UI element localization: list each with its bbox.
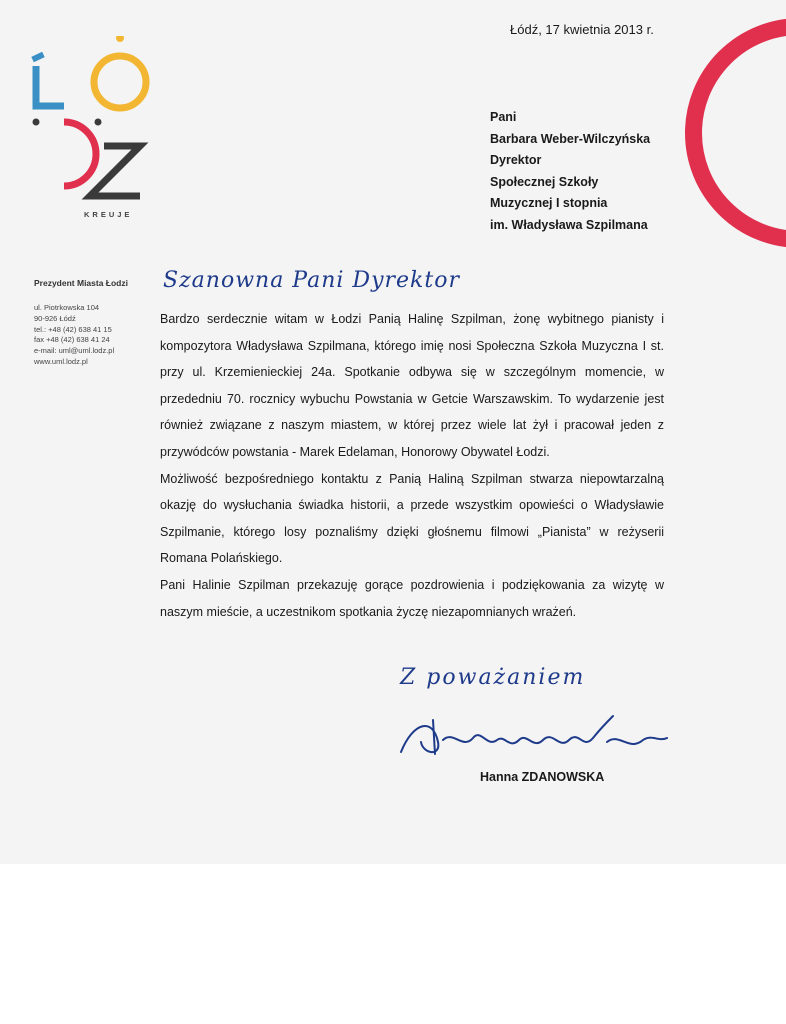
address-line: tel.: +48 (42) 638 41 15 <box>34 324 112 334</box>
body-paragraph: Bardzo serdecznie witam w Łodzi Panią Halinę Szpilman, żonę wybitnego pianisty i kompozytora Władysława Szpilmana, którego imię nosi Społeczna Szkoła Muzyczna I st. przy ul. Krzemienieckiej 24a. Spotkanie odbywa się w szczególnym momencie, w przededniu 70. rocznicy wybuchu Powstania w Getcie Warszawskim. To wydarzenie jest również związane z naszym miastem, w której przez wiele lat żył i pracował jeden z przywódców powstania - Marek Edelaman, Honorowy Obywatel Łodzi. <box>160 312 664 459</box>
recipient-line: im. Władysława Szpilmana <box>490 217 648 232</box>
logo-o-accent <box>116 36 124 42</box>
logo-l-stroke <box>31 52 44 63</box>
handwritten-signature <box>393 712 673 762</box>
signature-scribble <box>393 712 673 762</box>
sender-title: Prezydent Miasta Łodzi <box>34 278 128 288</box>
letter-body <box>160 306 664 625</box>
logo-tagline: KREUJE <box>84 210 133 219</box>
city-logo <box>28 36 158 226</box>
address-line: fax +48 (42) 638 41 24 <box>34 335 110 345</box>
signer-name: Hanna ZDANOWSKA <box>480 770 605 784</box>
handwritten-closing: Z poważaniem <box>400 665 586 690</box>
handwritten-salutation: Szanowna Pani Dyrektor <box>163 268 460 293</box>
recipient-line: Muzycznej I stopnia <box>490 196 608 210</box>
address-line: www.uml.lodz.pl <box>34 356 88 366</box>
lodz-logo-graphic <box>28 36 158 216</box>
sender-address <box>34 303 114 368</box>
logo-dot <box>33 119 40 126</box>
address-line: 90-926 Łódź <box>34 313 76 323</box>
logo-letter-o <box>94 56 146 108</box>
decorative-red-arc <box>685 18 786 248</box>
body-paragraph: Możliwość bezpośredniego kontaktu z Panią Haliną Szpilman stwarza niepowtarzalną okazję do wysłuchania świadka historii, a przede wszystkim opowieści o Władysławie Szpilmanie, którego losy poznaliśmy dzięki głośnemu filmowi „Pianista” w reżyserii Romana Polańskiego. <box>160 471 664 566</box>
recipient-line: Pani <box>490 110 517 124</box>
recipient-block <box>490 107 650 236</box>
logo-letter-l <box>36 66 64 106</box>
logo-letter-d <box>64 122 96 186</box>
address-line: e-mail: uml@uml.lodz.pl <box>34 346 115 356</box>
recipient-line: Dyrektor <box>490 153 542 167</box>
body-paragraph: Pani Halinie Szpilman przekazuję gorące pozdrowienia i podziękowania za wizytę w naszym mieście, a uczestnikom spotkania życzę niezapomnianych wrażeń. <box>160 577 664 619</box>
logo-dot <box>95 119 102 126</box>
letter-date: Łódź, 17 kwietnia 2013 r. <box>510 22 654 37</box>
address-line: ul. Piotrkowska 104 <box>34 303 100 312</box>
recipient-line: Barbara Weber-Wilczyńska <box>490 131 651 146</box>
recipient-line: Społecznej Szkoły <box>490 174 599 189</box>
